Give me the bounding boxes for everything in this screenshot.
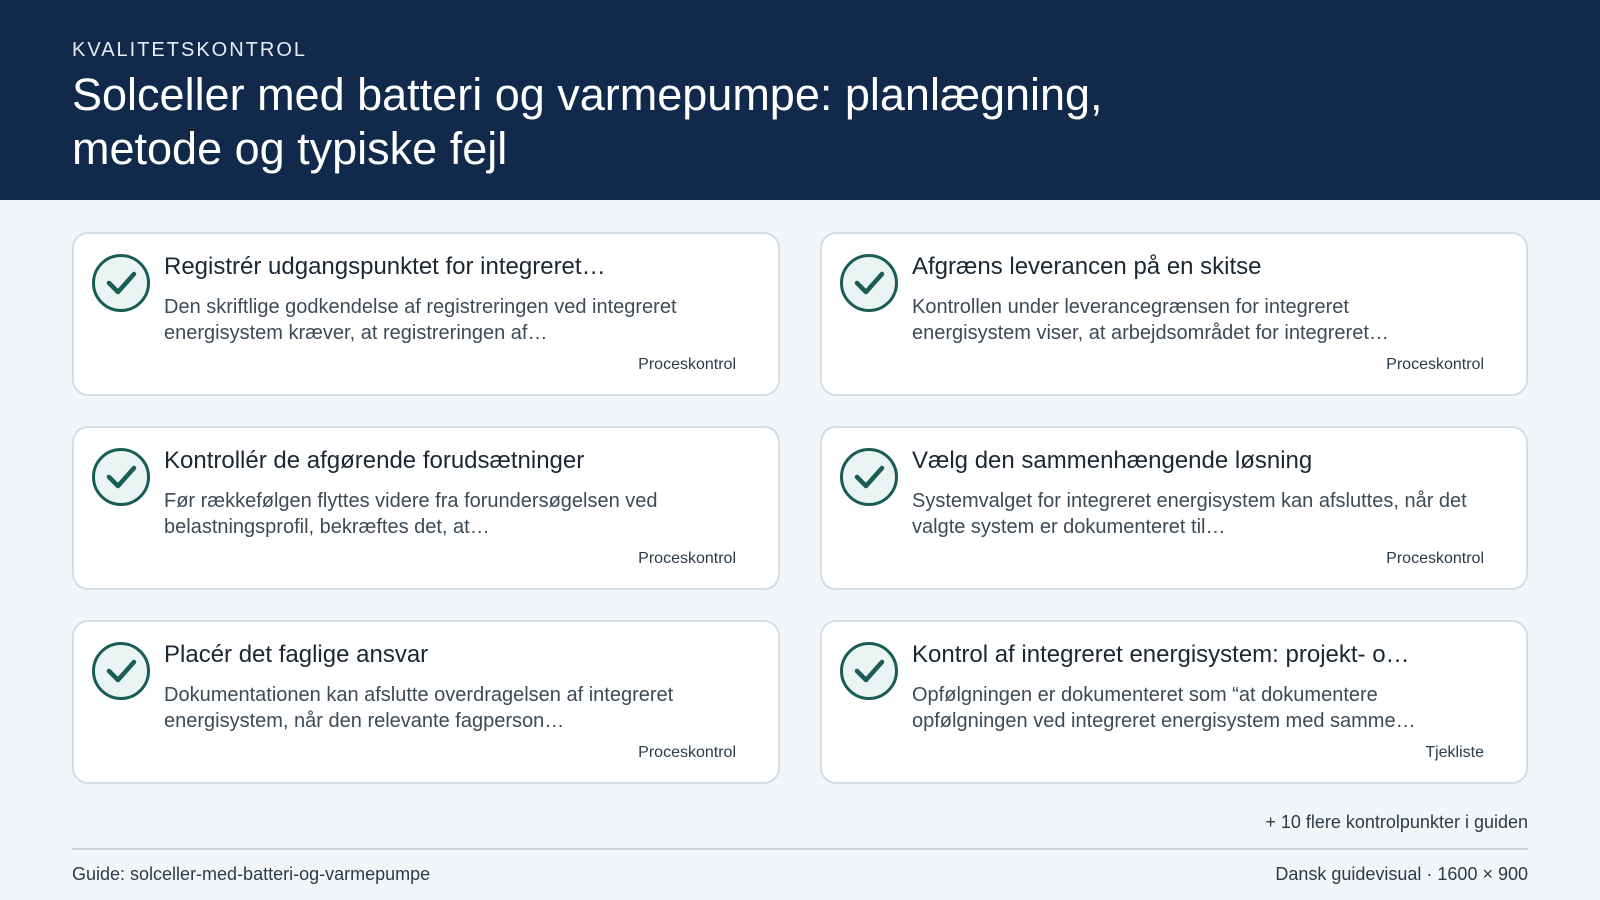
header (0, 0, 1600, 200)
more-checkpoints-link[interactable]: + 10 flere kontrolpunkter i guiden (1265, 812, 1528, 832)
check-circle-icon (92, 254, 150, 312)
checkpoint-card[interactable] (820, 232, 1528, 396)
footer-meta-label: Dansk guidevisual · 1600 × 900 (1275, 864, 1528, 884)
card-description: Før rækkefølgen flyttes videre fra forundersøgelsen ved belastningsprofil, bekræftes det, at… (164, 490, 658, 538)
check-circle-icon (92, 642, 150, 700)
footer-guide-label: Guide: solceller-med-batteri-og-varmepumpe (72, 864, 431, 884)
card-category: Proceskontrol (638, 550, 736, 567)
card-title: Kontrol af integreret energisystem: projekt- o… (912, 641, 1410, 668)
card-title: Registrér udgangspunktet for integreret… (164, 253, 606, 280)
checkpoint-card[interactable] (820, 426, 1528, 590)
eyebrow-label: KVALITETSKONTROL (72, 39, 308, 61)
card-description: Dokumentationen kan afslutte overdragelsen af integreret energisystem, når den relevante fagperson… (164, 684, 674, 732)
card-category: Tjekliste (1425, 744, 1484, 761)
checkpoint-card[interactable] (72, 232, 780, 396)
card-title: Kontrollér de afgørende forudsætninger (164, 447, 585, 474)
card-description: Systemvalget for integreret energisystem kan afsluttes, når det valgte system er dokumenteret til… (912, 490, 1467, 538)
check-circle-icon (92, 448, 150, 506)
card-description: Kontrollen under leverancegrænsen for integreret energisystem viser, at arbejdsområdet for integreret… (912, 296, 1389, 344)
card-title: Vælg den sammenhængende løsning (912, 447, 1313, 474)
page-title: Solceller med batteri og varmepumpe: planlægning, metode og typiske fejl (72, 69, 1103, 174)
checkpoint-card[interactable] (72, 426, 780, 590)
checkpoint-grid (72, 232, 1528, 784)
check-circle-icon (840, 448, 898, 506)
card-description: Opfølgningen er dokumenteret som “at dokumentere opfølgningen ved integreret energisystem med samme… (912, 684, 1416, 732)
card-description: Den skriftlige godkendelse af registreringen ved integreret energisystem kræver, at registreringen af… (164, 296, 677, 344)
card-category: Proceskontrol (1386, 356, 1484, 373)
check-circle-icon (840, 254, 898, 312)
checkpoint-card[interactable] (72, 620, 780, 784)
checkpoint-card[interactable] (820, 620, 1528, 784)
card-category: Proceskontrol (638, 356, 736, 373)
card-category: Proceskontrol (638, 744, 736, 761)
check-circle-icon (840, 642, 898, 700)
card-category: Proceskontrol (1386, 550, 1484, 567)
card-title: Placér det faglige ansvar (164, 641, 429, 668)
footer-divider (72, 848, 1528, 850)
card-title: Afgræns leverancen på en skitse (912, 253, 1262, 280)
